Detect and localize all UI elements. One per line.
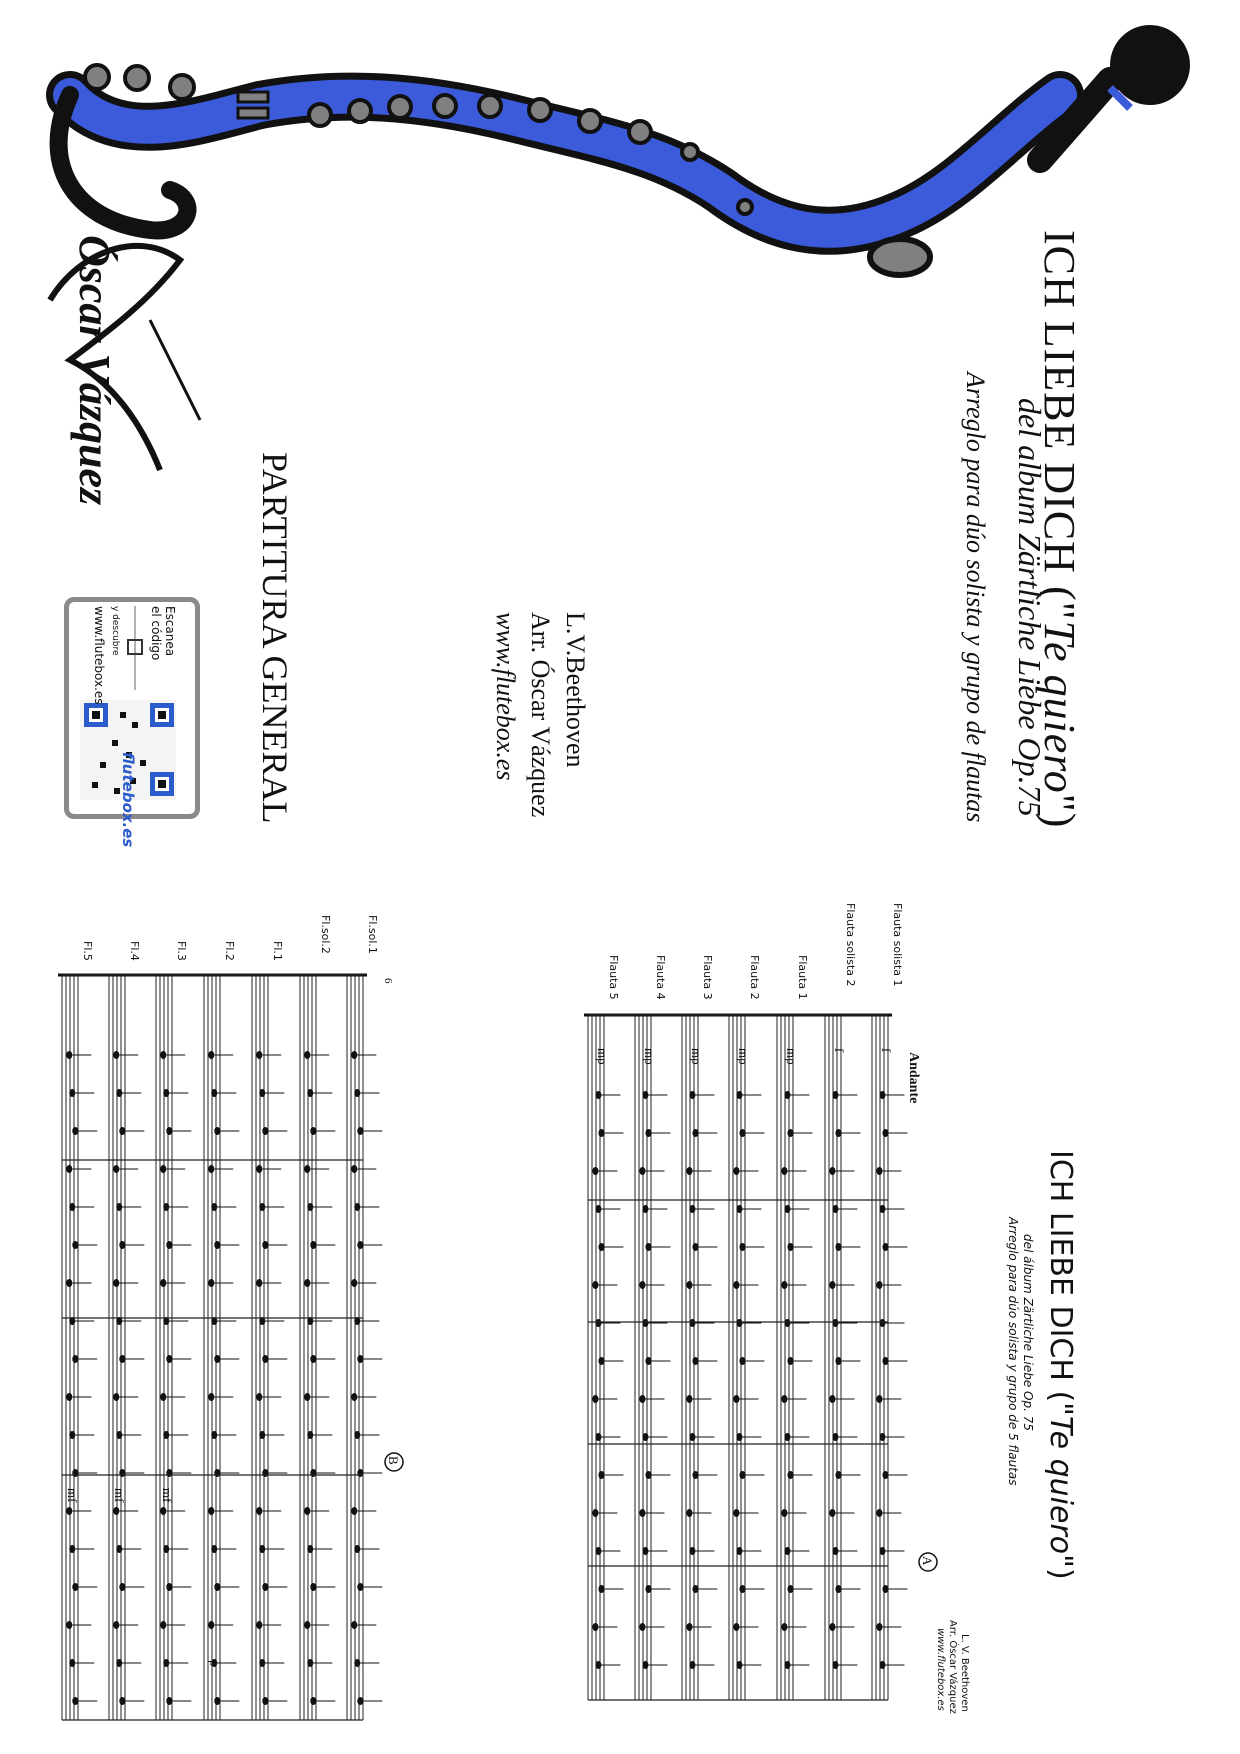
score2-note [113, 1393, 119, 1401]
score2-note [351, 1165, 357, 1173]
score2-note [160, 1279, 166, 1287]
score2-note [116, 1545, 122, 1553]
score1-title-main: ICH LIEBE DICH (" [1043, 1150, 1078, 1416]
qr-instruction-line2: el código [149, 606, 163, 661]
score2-note [304, 1165, 310, 1173]
score2-note [214, 1355, 220, 1363]
score2-note [66, 1621, 72, 1629]
score2-note [214, 1697, 220, 1705]
score2-note [211, 1545, 217, 1553]
score2-note [163, 1203, 169, 1211]
score1-title-end: ") [1043, 1554, 1078, 1580]
score2-note [307, 1659, 313, 1667]
score2-note [166, 1127, 172, 1135]
score1-dynamic: mp [689, 1048, 704, 1065]
score2-note [66, 1393, 72, 1401]
composer-name: L.V.Beethoven [561, 612, 590, 768]
score1-dynamic: mp [736, 1048, 751, 1065]
qr-instruction-line3: y descubre [110, 606, 120, 656]
score2-measure-number: 6 [382, 978, 394, 984]
score2-note [307, 1089, 313, 1097]
score2-note [256, 1507, 262, 1515]
score2-instrument-name: Fl.5 [81, 941, 94, 961]
score2-note [304, 1393, 310, 1401]
score2-note [116, 1431, 122, 1439]
score2-note [160, 1051, 166, 1059]
score1-rehearsal-mark: A [920, 1556, 935, 1566]
score2-note [211, 1089, 217, 1097]
score2-note [354, 1203, 360, 1211]
score2-note [357, 1241, 363, 1249]
score2-staff [109, 975, 144, 1720]
score2-instrument-name: Fl.sol.2 [319, 915, 332, 954]
score2-note [357, 1697, 363, 1705]
score2-note [66, 1507, 72, 1515]
score1-instrument-name: Flauta 4 [654, 955, 667, 1000]
title-end-part: ") [1035, 793, 1084, 829]
score2-note [119, 1469, 125, 1477]
score2-note [163, 1659, 169, 1667]
score2-note [116, 1659, 122, 1667]
score1-dynamic: mp [595, 1048, 610, 1065]
score1-dynamic: mp [642, 1048, 657, 1065]
score2-note [113, 1279, 119, 1287]
score2-note [351, 1051, 357, 1059]
score2-note [307, 1431, 313, 1439]
score2-note [262, 1241, 268, 1249]
score1-album: del álbum Zärtliche Liebe Op. 75 [1021, 1234, 1035, 1432]
score2-note [116, 1089, 122, 1097]
score2-note [304, 1621, 310, 1629]
score2-note [72, 1697, 78, 1705]
score2-note [69, 1545, 75, 1553]
title-main-part: ICH LIEBE DICH (" [1035, 230, 1084, 621]
score2-rehearsal-mark: B [386, 1456, 401, 1465]
score1-dynamic: f [832, 1048, 847, 1053]
score2-note [310, 1697, 316, 1705]
score2-note [354, 1431, 360, 1439]
score2-note [357, 1355, 363, 1363]
score2-note [262, 1469, 268, 1477]
album-subtitle: del album Zärtliche Liebe Op.75 [1012, 398, 1048, 817]
score2-note [119, 1355, 125, 1363]
score2-note [262, 1355, 268, 1363]
score2-staff [62, 975, 97, 1720]
score2-note [262, 1697, 268, 1705]
score2-note [259, 1431, 265, 1439]
score1-arrangement: Arreglo para dúo solista y grupo de 5 flautas [1006, 1217, 1020, 1486]
score2-note [163, 1089, 169, 1097]
score2-note [119, 1583, 125, 1591]
score2-note [166, 1355, 172, 1363]
score2-note [354, 1089, 360, 1097]
score1-instrument-name: Flauta solista 1 [891, 903, 904, 987]
score2-note [72, 1469, 78, 1477]
score1-arranger: Arr. Óscar Vázquez [947, 1620, 958, 1714]
score2-note [310, 1355, 316, 1363]
score1-composer: L. V. Beethoven [959, 1634, 970, 1712]
score2-note [166, 1583, 172, 1591]
score2-note [262, 1127, 268, 1135]
score2-note [304, 1279, 310, 1287]
score1-instrument-name: Flauta 2 [748, 955, 761, 1000]
score2-note [69, 1089, 75, 1097]
score2-note [310, 1583, 316, 1591]
score-type-label: PARTITURA GENERAL [255, 452, 295, 824]
score2-note [357, 1469, 363, 1477]
score2-note [69, 1659, 75, 1667]
score2-note [69, 1203, 75, 1211]
score2-note [357, 1583, 363, 1591]
score2-note [113, 1165, 119, 1173]
score2-note [259, 1203, 265, 1211]
score2-note [310, 1127, 316, 1135]
score2-dynamic: mf [112, 1488, 127, 1503]
score2-note [72, 1355, 78, 1363]
score2-note [113, 1507, 119, 1515]
score2-instrument-name: Fl.2 [223, 941, 236, 961]
score2-staff [300, 975, 335, 1720]
score2-note [163, 1431, 169, 1439]
score2-note [214, 1469, 220, 1477]
score2-note [160, 1621, 166, 1629]
arranger-name: Arr. Óscar Vázquez [526, 612, 555, 818]
score1-instrument-name: Flauta 3 [701, 955, 714, 1000]
score2-note [166, 1469, 172, 1477]
score2-note [259, 1659, 265, 1667]
score2-dynamic: mf [65, 1488, 80, 1503]
score2-instrument-name: Fl.sol.1 [366, 915, 379, 954]
score2-note [208, 1279, 214, 1287]
score2-note [357, 1127, 363, 1135]
score2-note [214, 1583, 220, 1591]
score2-note [211, 1431, 217, 1439]
qr-url[interactable]: www.flutebox.es [92, 606, 106, 705]
score2-note [259, 1545, 265, 1553]
score2-note [214, 1241, 220, 1249]
score2-note [113, 1051, 119, 1059]
score2-note [160, 1393, 166, 1401]
score2-note [310, 1241, 316, 1249]
score2-note [69, 1431, 75, 1439]
score2-note [166, 1241, 172, 1249]
score2-note [72, 1583, 78, 1591]
score2-note [256, 1393, 262, 1401]
logo-signature-text: Óscar Vázquez [70, 235, 119, 506]
score2-note [208, 1621, 214, 1629]
score2-note [208, 1507, 214, 1515]
score2-note [66, 1051, 72, 1059]
score2-note [119, 1127, 125, 1135]
score2-note [262, 1583, 268, 1591]
score2-instrument-name: Fl.3 [175, 941, 188, 961]
score2-note [72, 1127, 78, 1135]
score2-note [354, 1545, 360, 1553]
score2-note [256, 1051, 262, 1059]
qr-brand-logo: flutebox.es [119, 752, 137, 848]
score2-note [256, 1165, 262, 1173]
score2-staff [204, 975, 239, 1720]
score2-note [256, 1621, 262, 1629]
qr-instruction-line1: Escanea [163, 606, 177, 657]
score2-note [72, 1241, 78, 1249]
score2-staff [347, 975, 382, 1720]
score2-note [160, 1507, 166, 1515]
score2-note [116, 1203, 122, 1211]
score1-tempo-marking: Andante [906, 1052, 921, 1104]
score2-note [351, 1507, 357, 1515]
score2-note [119, 1241, 125, 1249]
score2-instrument-name: Fl.4 [128, 941, 141, 961]
score2-note [211, 1203, 217, 1211]
score1-dynamic: f [879, 1048, 894, 1053]
score2-note [208, 1393, 214, 1401]
score2-note [66, 1279, 72, 1287]
score2-note [351, 1279, 357, 1287]
score2-note [163, 1545, 169, 1553]
score1-dynamic: mp [784, 1048, 799, 1065]
score1-instrument-name: Flauta 5 [607, 955, 620, 1000]
score2-note [307, 1545, 313, 1553]
score2-instrument-name: Fl.1 [271, 941, 284, 961]
score2-note [304, 1507, 310, 1515]
score1-instrument-name: Flauta solista 2 [844, 903, 857, 987]
score2-staff [252, 975, 287, 1720]
score1-website: www.flutebox.es [935, 1628, 946, 1711]
score1-instrument-name: Flauta 1 [796, 955, 809, 1000]
score2-note [351, 1621, 357, 1629]
title-italic-part: Te quiero [1035, 620, 1084, 794]
score2-note [208, 1051, 214, 1059]
arrangement-note: Arreglo para dúo solista y grupo de flautas [961, 372, 990, 823]
score2-dynamic: p [207, 1660, 222, 1667]
score1-title-italic: Te quiero [1043, 1415, 1078, 1555]
score2-note [354, 1659, 360, 1667]
score2-note [113, 1621, 119, 1629]
score2-note [66, 1165, 72, 1173]
score2-note [310, 1469, 316, 1477]
score2-note [307, 1203, 313, 1211]
score2-note [160, 1165, 166, 1173]
score2-staff [156, 975, 191, 1720]
website-url: www.flutebox.es [491, 612, 520, 781]
score2-note [259, 1089, 265, 1097]
score2-note [208, 1165, 214, 1173]
score2-note [166, 1697, 172, 1705]
score2-dynamic: mf [160, 1488, 175, 1503]
score2-note [351, 1393, 357, 1401]
score2-note [304, 1051, 310, 1059]
score2-note [119, 1697, 125, 1705]
score2-note [214, 1127, 220, 1135]
score2-note [256, 1279, 262, 1287]
